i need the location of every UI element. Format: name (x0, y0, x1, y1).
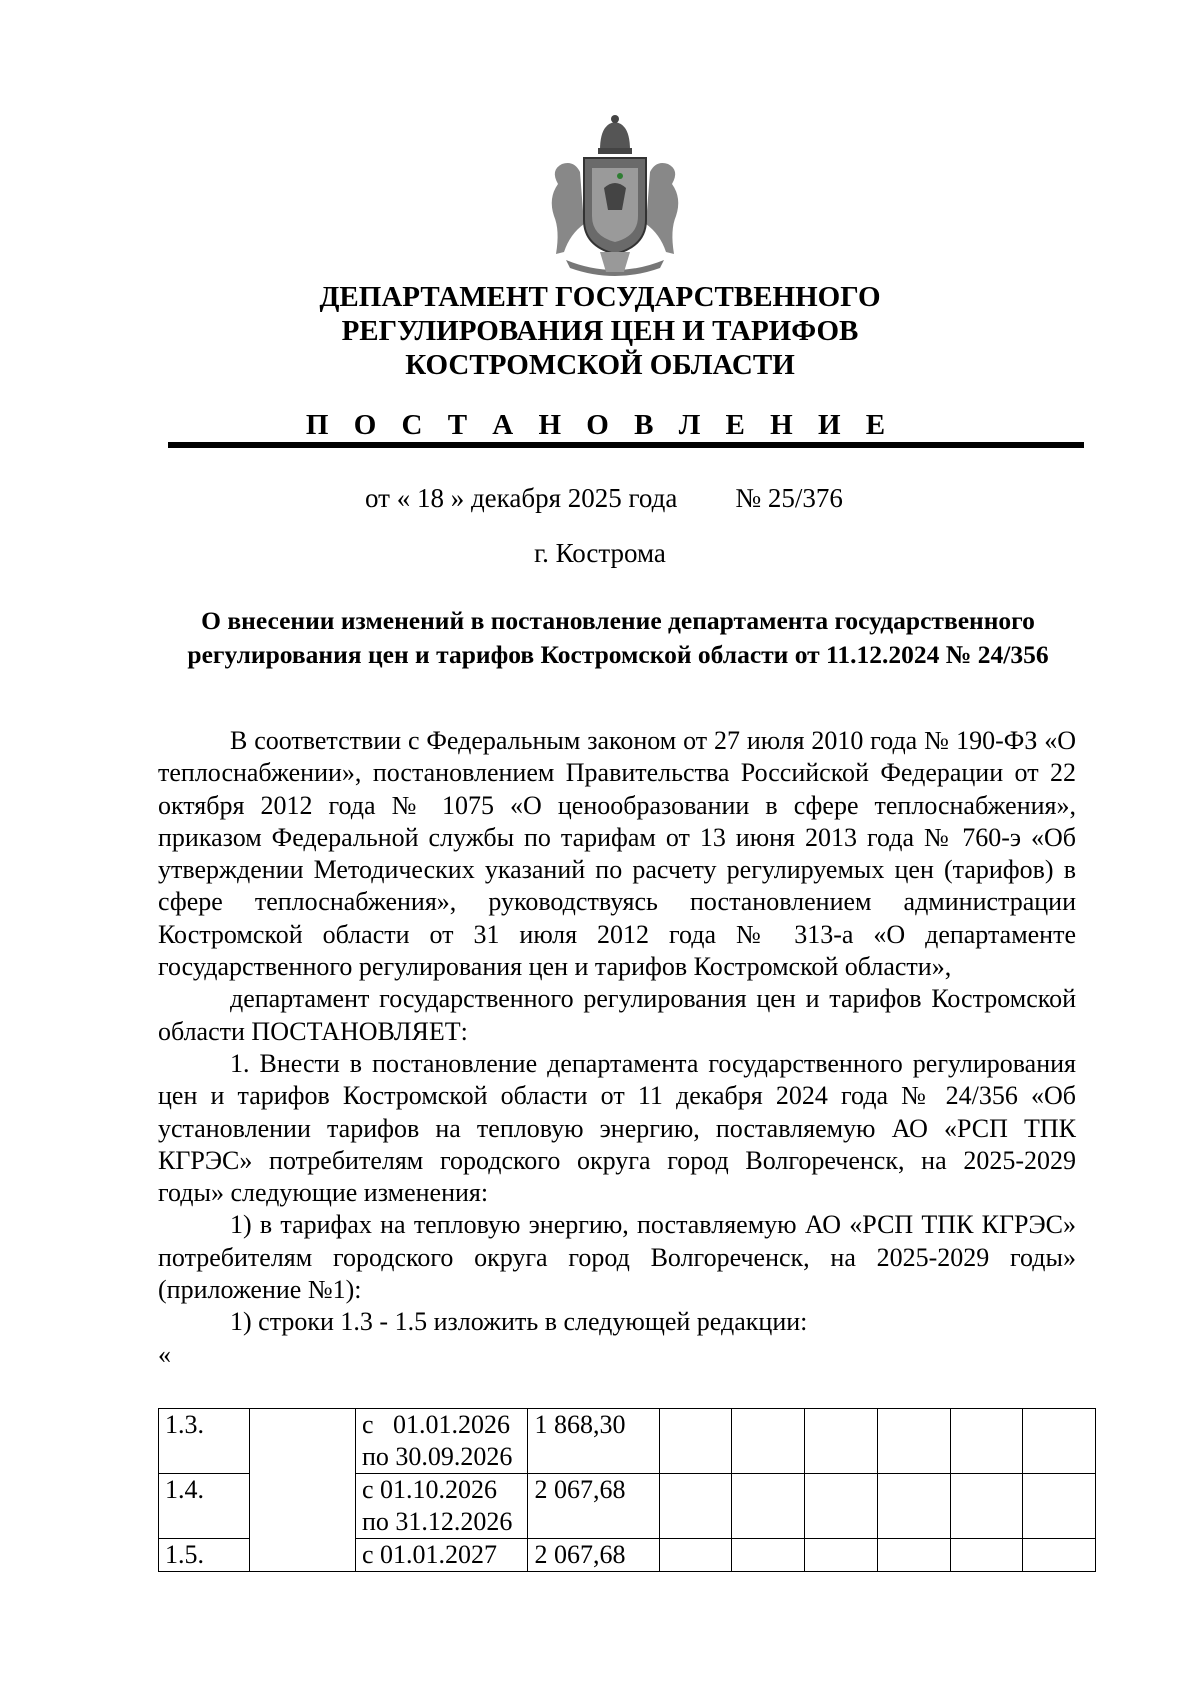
empty-cell (950, 1539, 1023, 1572)
tariff-rows-table (158, 1408, 1096, 1572)
document-city: г. Кострома (534, 538, 666, 568)
period-from: с 01.01.2026 (361, 1410, 510, 1439)
document-number: № 25/376 (735, 483, 843, 513)
table-row (159, 1409, 1096, 1474)
row-period (355, 1539, 528, 1572)
paragraph-resolves: департамент государственного регулирования цен и тарифов Костромской области ПОСТАНОВЛЯЕТ: (158, 984, 1076, 1046)
empty-cell (732, 1409, 805, 1474)
paragraph-preamble: В соответствии с Федеральным законом от 27 июля 2010 года № 190-ФЗ «О теплоснабжении», постановлением Правительства Российской Федерации от 22 октября 2012 года № 1075 «О ценообразовании в сфере теплоснабжения», приказом Федеральной службы по тарифам от 13 июня 2013 года № 760-э «Об утверждении Методических указаний по расчету регулируемых цен (тарифов) в сфере теплоснабжения», руководствуясь постановлением администрации Костромской области от 31 июля 2012 года № 313-а «О департаменте государственного регулирования цен и тарифов Костромской области», (158, 726, 1076, 982)
empty-cell (659, 1409, 732, 1474)
row-period (355, 1474, 528, 1539)
quote-open: « (158, 1339, 171, 1369)
empty-cell (732, 1474, 805, 1539)
document-date: от « 18 » декабря 2025 года (365, 483, 678, 513)
row-value: 2 067,68 (528, 1539, 659, 1572)
empty-cell (877, 1409, 950, 1474)
empty-cell (732, 1539, 805, 1572)
merged-empty-cell (250, 1409, 355, 1572)
empty-cell (659, 1539, 732, 1572)
document-type: П О С Т А Н О В Л Е Н И Е (305, 409, 895, 441)
row-number: 1.3. (159, 1409, 250, 1474)
row-number: 1.5. (159, 1539, 250, 1572)
document-subject (158, 604, 1078, 672)
organization-name (200, 280, 1000, 382)
empty-cell (805, 1409, 878, 1474)
row-value: 1 868,30 (528, 1409, 659, 1474)
paragraph-rows-edit: 1) строки 1.3 - 1.5 изложить в следующей редакции: (230, 1307, 808, 1337)
row-value: 2 067,68 (528, 1474, 659, 1539)
empty-cell (659, 1474, 732, 1539)
empty-cell (950, 1409, 1023, 1474)
row-period (355, 1409, 528, 1474)
period-to: по 30.09.2026 (361, 1442, 513, 1471)
empty-cell (805, 1474, 878, 1539)
period-to: по 31.12.2026 (361, 1507, 513, 1536)
empty-cell (877, 1539, 950, 1572)
document-body (158, 725, 1076, 1371)
empty-cell (877, 1474, 950, 1539)
header-divider (168, 442, 1084, 448)
paragraph-subitem-1: 1) в тарифах на тепловую энергию, поставляемую АО «РСП ТПК КГРЭС» потребителям городского округа город Волгореченск, на 2025-2029 годы» (приложение №1): (158, 1210, 1076, 1305)
coat-of-arms-emblem (540, 112, 690, 284)
empty-cell (1023, 1409, 1096, 1474)
paragraph-item-1: 1. Внести в постановление департамента государственного регулирования цен и тарифов Костромской области от 11 декабря 2024 года № 24/356 «Об установлении тарифов на тепловую энергию, поставляемую АО «РСП ТПК КГРЭС» потребителям городского округа город Волгореченск, на 2025-2029 годы» следующие изменения: (158, 1048, 1076, 1208)
org-line-2: РЕГУЛИРОВАНИЯ ЦЕН И ТАРИФОВ (341, 315, 859, 347)
subject-line-1: О внесении изменений в постановление департамента государственного (201, 606, 1035, 635)
empty-cell (950, 1474, 1023, 1539)
subject-line-2: регулирования цен и тарифов Костромской области от 11.12.2024 № 24/356 (187, 640, 1049, 669)
period-from: с 01.01.2027 (361, 1540, 497, 1569)
empty-cell (1023, 1474, 1096, 1539)
org-line-1: ДЕПАРТАМЕНТ ГОСУДАРСТВЕННОГО (319, 281, 881, 313)
date-number-line (365, 482, 843, 514)
row-number: 1.4. (159, 1474, 250, 1539)
empty-cell (1023, 1539, 1096, 1572)
empty-cell (805, 1539, 878, 1572)
org-line-3: КОСТРОМСКОЙ ОБЛАСТИ (405, 349, 795, 381)
period-from: с 01.10.2026 (361, 1475, 497, 1504)
